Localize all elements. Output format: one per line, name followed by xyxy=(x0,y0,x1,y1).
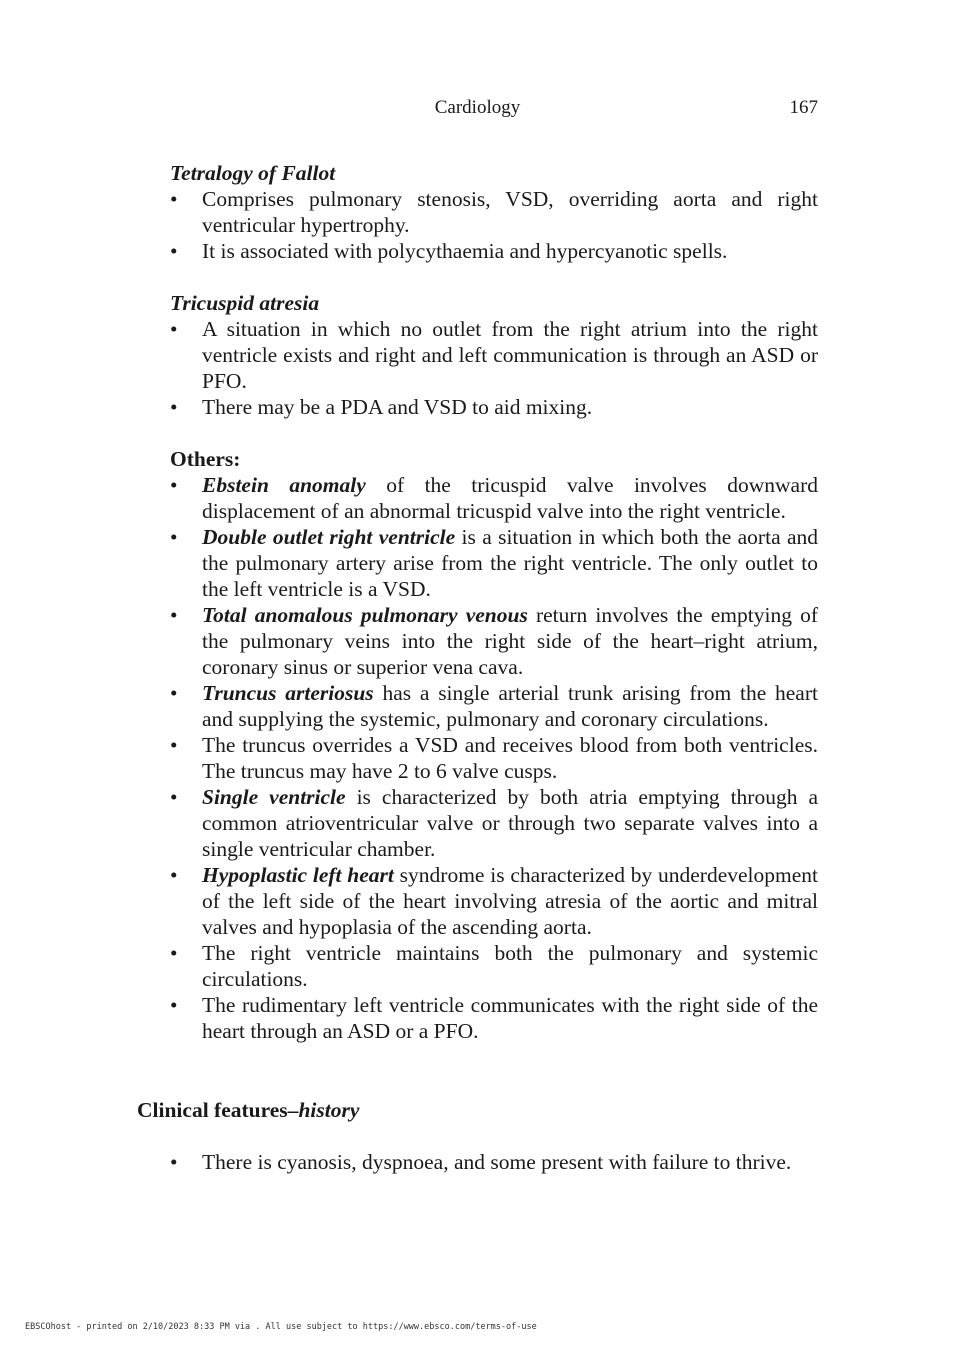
list-item-text: has a single arterial trunk arising from the heart and supplying the systemic, pulmonary and coronary circulations. xyxy=(202,681,818,731)
list-item xyxy=(170,472,818,524)
section-tetralogy-of-fallot xyxy=(170,160,818,264)
list-item-text: The right ventricle maintains both the pulmonary and systemic circulations. xyxy=(202,941,818,991)
list-item-text: The truncus overrides a VSD and receives blood from both ventricles. The truncus may have 2 to 6 valve cusps. xyxy=(202,733,818,783)
bullet-icon: • xyxy=(170,317,178,341)
section-title: Tetralogy of Fallot xyxy=(170,161,336,185)
list-item xyxy=(170,316,818,394)
print-footer: EBSCOhost - printed on 2/10/2023 8:33 PM via . All use subject to https://www.ebsco.com/terms-of-use xyxy=(25,1322,537,1332)
page-number: 167 xyxy=(789,97,818,118)
list-item-text: The rudimentary left ventricle communicates with the right side of the heart through an ASD or a PFO. xyxy=(202,993,818,1043)
section-tricuspid-atresia xyxy=(170,290,818,420)
bullet-list xyxy=(170,472,818,1044)
list-item-text: syndrome is characterized by underdevelopment of the left side of the heart involving atresia of the aortic and mitral valves and hypoplasia of the ascending aorta. xyxy=(202,863,819,939)
bullet-list xyxy=(170,1149,818,1175)
bold-term: Single ventricle xyxy=(202,785,346,809)
list-item xyxy=(170,784,818,862)
bullet-icon: • xyxy=(170,863,178,887)
bullet-icon: • xyxy=(170,733,178,757)
list-item-text: return involves the emptying of the pulmonary veins into the right side of the heart–right atrium, coronary sinus or superior vena cava. xyxy=(202,603,818,679)
list-item-text: of the tricuspid valve involves downward displacement of an abnormal tricuspid valve into the right ventricle. xyxy=(202,473,818,523)
bold-term: Hypoplastic left heart xyxy=(202,863,394,887)
bullet-icon: • xyxy=(170,941,178,965)
bullet-icon: • xyxy=(170,681,178,705)
clinical-features-section xyxy=(137,1097,818,1175)
bullet-icon: • xyxy=(170,785,178,809)
list-item xyxy=(170,524,818,602)
section-others xyxy=(170,446,818,1044)
list-item xyxy=(170,186,818,238)
bullet-icon: • xyxy=(170,603,178,627)
bullet-icon: • xyxy=(170,395,178,419)
list-item xyxy=(170,394,818,420)
list-item-text: is characterized by both atria emptying through a common atrioventricular valve or through two separate valves into a single ventricular chamber. xyxy=(202,785,818,861)
section-title: Others: xyxy=(170,447,241,471)
list-item xyxy=(170,1149,818,1175)
section-title: Tricuspid atresia xyxy=(170,291,320,315)
bullet-icon: • xyxy=(170,1150,178,1174)
bold-term: Double outlet right ventricle xyxy=(202,525,456,549)
bullet-icon: • xyxy=(170,473,178,497)
list-item xyxy=(170,992,818,1044)
list-item-text: Comprises pulmonary stenosis, VSD, overriding aorta and right ventricular hypertrophy. xyxy=(202,187,818,237)
bold-term: Truncus arteriosus xyxy=(202,681,374,705)
bullet-icon: • xyxy=(170,239,178,263)
list-item-text: is a situation in which both the aorta and the pulmonary artery arise from the right ventricle. The only outlet to the left ventricle is a VSD. xyxy=(202,525,818,601)
list-item-text: There may be a PDA and VSD to aid mixing. xyxy=(202,395,593,419)
bullet-list xyxy=(170,186,818,264)
bold-term: Ebstein anomaly xyxy=(202,473,366,497)
list-item xyxy=(170,680,818,732)
running-header xyxy=(0,97,955,121)
list-item xyxy=(170,602,818,680)
bullet-icon: • xyxy=(170,993,178,1017)
heading-italic-text: history xyxy=(298,1098,360,1122)
bullet-icon: • xyxy=(170,187,178,211)
clinical-features-heading xyxy=(137,1097,818,1123)
bullet-icon: • xyxy=(170,525,178,549)
list-item-text: There is cyanosis, dyspnoea, and some present with failure to thrive. xyxy=(202,1150,792,1174)
running-title: Cardiology xyxy=(434,97,521,118)
list-item xyxy=(170,862,818,940)
list-item xyxy=(170,732,818,784)
bold-term: Total anomalous pulmonary venous xyxy=(202,603,528,627)
list-item-text: A situation in which no outlet from the right atrium into the right ventricle exists and right and left communication is through an ASD or PFO. xyxy=(202,317,818,393)
heading-main-text: Clinical features– xyxy=(137,1098,299,1122)
main-content xyxy=(170,160,818,1070)
list-item xyxy=(170,940,818,992)
list-item-text: It is associated with polycythaemia and hypercyanotic spells. xyxy=(202,239,728,263)
bullet-list xyxy=(170,316,818,420)
list-item xyxy=(170,238,818,264)
